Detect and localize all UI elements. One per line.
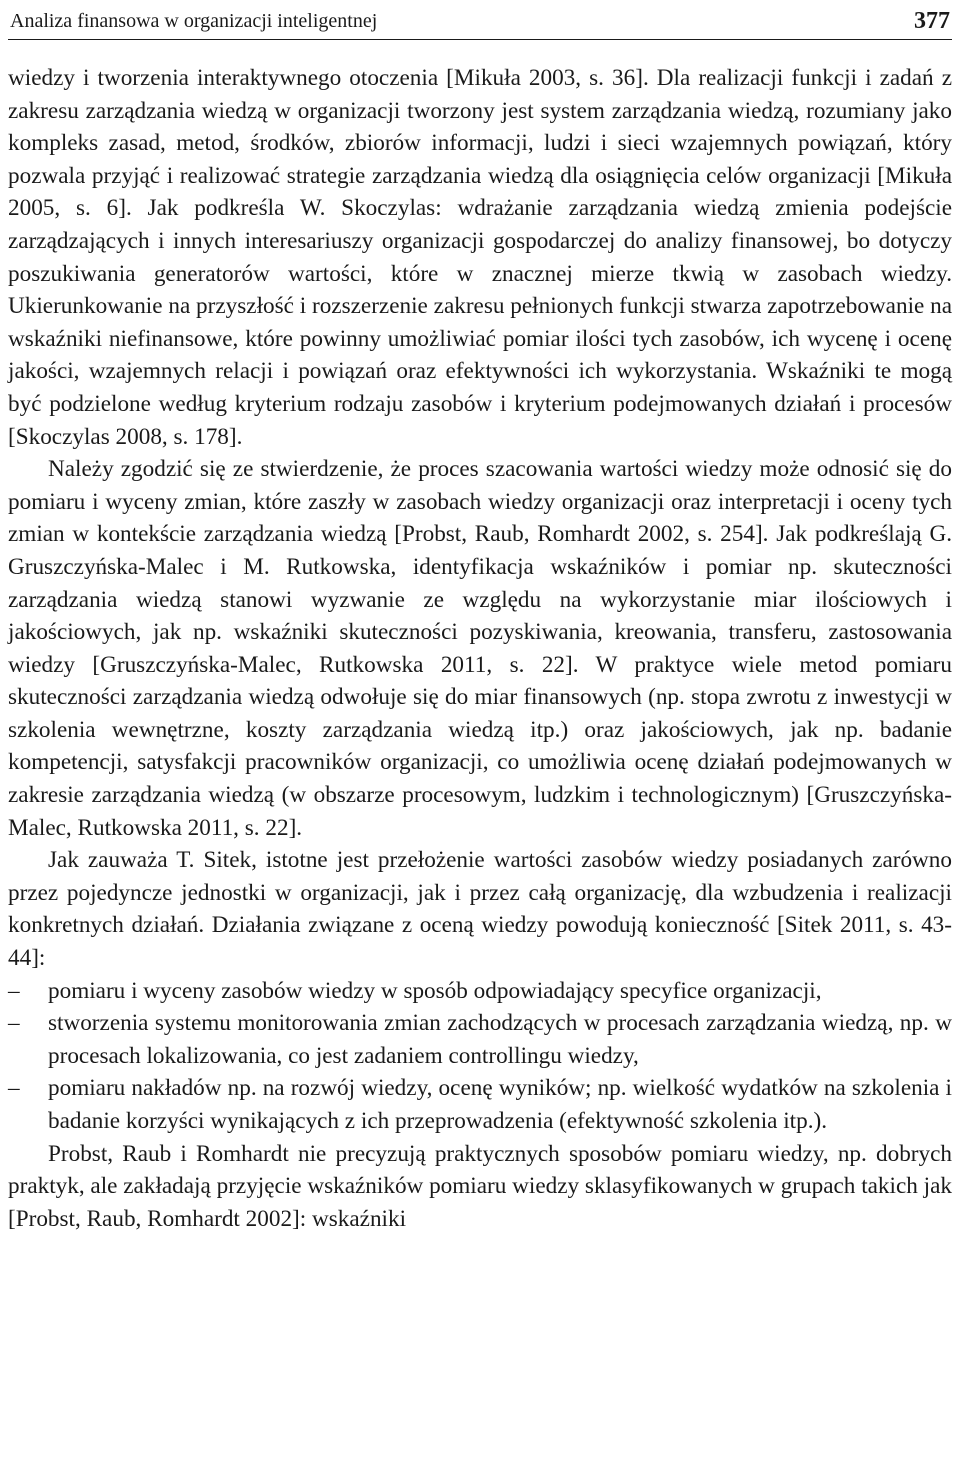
list-item: [8, 1007, 952, 1072]
list-item: [8, 1072, 952, 1137]
list-item-text: stworzenia systemu monitorowania zmian zachodzących w procesach zarządzania wiedzą, np. w procesach lokalizowania, co jest zadaniem controllingu wiedzy,: [48, 1010, 952, 1069]
paragraph-1: wiedzy i tworzenia interaktywnego otoczenia [Mikuła 2003, s. 36]. Dla realizacji funkcji i zadań z zakresu zarządzania wiedzą w organizacji tworzony jest system zarządzania wiedzą, rozumiany jako kompleks zasad, metod, środków, zbiorów informacji, ludzi i sieci wzajemnych powiązań, który pozwala przyjąć i realizować strategie zarządzania wiedzą dla osiągnięcia celów organizacji [Mikuła 2005, s. 6]. Jak podkreśla W. Skoczylas: wdrażanie zarządzania wiedzą zmienia podejście zarządzających i innych interesariuszy organizacji gospodarczej do analizy finansowej, bo dotyczy poszukiwania generatorów wartości, które w znacznej mierze tkwią w zasobach wiedzy. Ukierunkowanie na przyszłość i rozszerzenie zakresu pełnionych funkcji stwarza zapotrzebowanie na wskaźniki niefinansowe, które powinny umożliwiać pomiar ilości tych zasobów, ich wycenę i ocenę jakości, wzajemnych relacji i powiązań oraz efektywności ich wykorzystania. Wskaźniki te mogą być podzielone według kryterium rodzaju zasobów i kryterium podejmowanych działań i procesów [Skoczylas 2008, s. 178].: [8, 65, 952, 450]
paragraph-2: Należy zgodzić się ze stwierdzenie, że proces szacowania wartości wiedzy może odnosić się do pomiaru i wyceny zmian, które zaszły w zasobach wiedzy organizacji oraz interpretacji i oceny tych zmian w kontekście zarządzania wiedzą [Probst, Raub, Romhardt 2002, s. 254]. Jak podkreślają G. Gruszczyńska-Malec i M. Rutkowska, identyfikacja wskaźników i pomiar np. skuteczności zarządzania wiedzą stanowi wyzwanie ze względu na wykorzystanie miar ilościowych i jakościowych, jak np. wskaźniki skuteczności pozyskiwania, kreowania, transferu, zastosowania wiedzy [Gruszczyńska-Malec, Rutkowska 2011, s. 22]. W praktyce wiele metod pomiaru skuteczności zarządzania wiedzą odwołuje się do miar finansowych (np. stopa zwrotu z inwestycji w szkolenia wewnętrzne, koszty zarządzania wiedzą itp.) oraz jakościowych, jak np. badanie kompetencji, satysfakcji pracowników organizacji, co umożliwia ocenę działań podejmowanych w zakresie zarządzania wiedzą (w obszarze procesowym, ludzkim i technologicznym) [Gruszczyńska-Malec, Rutkowska 2011, s. 22].: [8, 456, 952, 841]
paragraph-3: Jak zauważa T. Sitek, istotne jest przełożenie wartości zasobów wiedzy posiadanych zarówno przez pojedyncze jednostki w organizacji, jak i przez całą organizację, dla wzbudzenia i realizacji konkretnych działań. Działania związane z oceną wiedzy powodują konieczność [Sitek 2011, s. 43-44]:: [8, 847, 952, 972]
list-dash-marker: –: [8, 1010, 20, 1037]
paragraph-4: Probst, Raub i Romhardt nie precyzują praktycznych sposobów pomiaru wiedzy, np. dobrych praktyk, ale zakładają przyjęcie wskaźników pomiaru wiedzy sklasyfikowanych w grupach takich jak [Probst, Raub, Romhardt 2002]: wskaźniki: [8, 1140, 952, 1232]
list-item: [8, 975, 952, 1008]
body-text: [8, 62, 952, 1235]
list-dash-marker: –: [8, 977, 20, 1004]
running-header: [8, 0, 952, 40]
page-number: 377: [914, 8, 950, 34]
list-item-text: pomiaru nakładów np. na rozwój wiedzy, ocenę wyników; np. wielkość wydatków na szkolenia i badanie korzyści wynikających z ich przeprowadzenia (efektywność szkolenia itp.).: [48, 1075, 952, 1134]
list-item-text: pomiaru i wyceny zasobów wiedzy w sposób odpowiadający specyfice organizacji,: [48, 977, 822, 1004]
running-title: Analiza finansowa w organizacji inteligentnej: [10, 10, 378, 32]
list-dash-marker: –: [8, 1075, 20, 1102]
dash-list: [8, 975, 952, 1138]
